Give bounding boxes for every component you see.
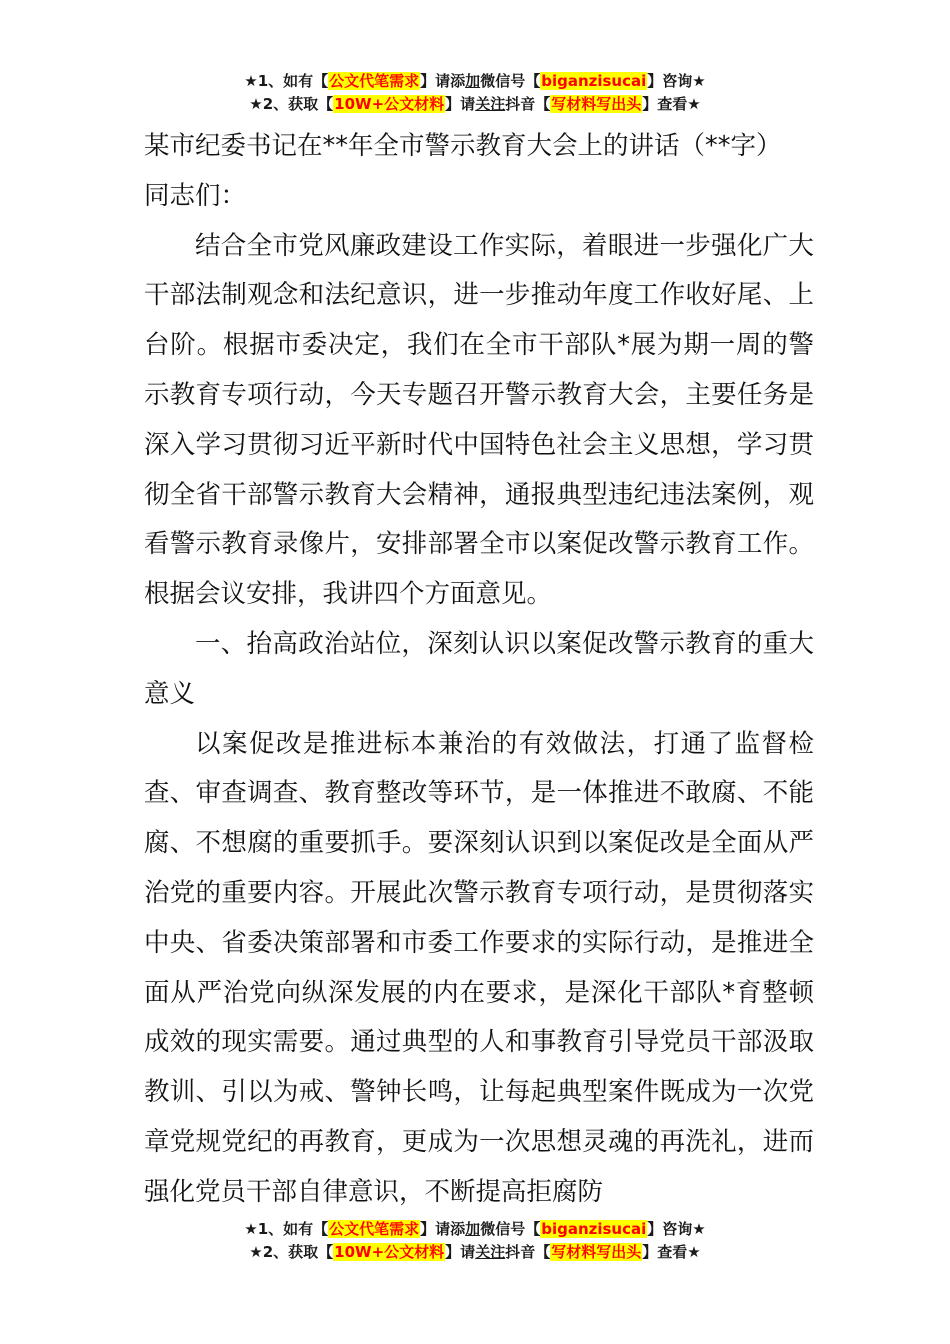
banner-text: 2、获取【 <box>262 1243 334 1261</box>
banner-line-1 <box>0 1218 950 1241</box>
highlight-materials: 10W+公文材料 <box>334 1243 445 1261</box>
banner-text: 微信号【 <box>480 72 541 90</box>
paragraph-section-1: 以案促改是推进标本兼治的有效做法，打通了监督检查、审查调查、教育整改等环节，是一体推进不敢腐、不能腐、不想腐的重要抓手。要深刻认识到以案促改是全面从严治党的重要内容。开展此次警示教育专项行动，是贯彻落实中央、省委决策部署和市委工作要求的实际行动，是推进全面从严治党向纵深发展的内在要求，是深化干部队*育整顿成效的现实需要。通过典型的人和事教育引导党员干部汲取教训、引以为戒、警钟长鸣，让每起典型案件既成为一次党章党规党纪的再教育，更成为一次思想灵魂的再洗礼，进而强化党员干部自律意识，不断提高拒腐防 <box>144 728 814 1207</box>
star-icon: ★ <box>244 1220 258 1238</box>
banner-line-2 <box>0 93 950 116</box>
banner-text-underlined: 关注 <box>475 1243 506 1261</box>
star-icon: ★ <box>687 95 701 113</box>
banner-text: 微信号【 <box>480 1220 541 1238</box>
banner-text: 】咨询 <box>647 1220 693 1238</box>
star-icon: ★ <box>244 72 258 90</box>
banner-text: 】请 <box>445 95 476 113</box>
star-icon: ★ <box>692 72 706 90</box>
star-icon: ★ <box>249 1243 263 1261</box>
star-icon: ★ <box>687 1243 701 1261</box>
document-title: 某市纪委书记在**年全市警示教育大会上的讲话（**字） <box>144 131 782 161</box>
banner-text: 】请添 <box>420 72 466 90</box>
footer-banner <box>0 1218 950 1264</box>
star-icon: ★ <box>692 1220 706 1238</box>
banner-text: 2、获取【 <box>262 95 334 113</box>
highlight-wechat-id: biganzisucai <box>541 72 647 90</box>
paragraph-intro: 结合全市党风廉政建设工作实际，着眼进一步强化广大干部法制观念和法纪意识，进一步推动年度工作收好尾、上台阶。根据市委决定，我们在全市干部队*展为期一周的警示教育专项行动，今天专题召开警示教育大会，主要任务是深入学习贯彻习近平新时代中国特色社会主义思想，学习贯彻全省干部警示教育大会精神，通报典型违纪违法案例，观看警示教育录像片，安排部署全市以案促改警示教育工作。根据会议安排，我讲四个方面意见。 <box>144 230 814 610</box>
banner-text: 】查看 <box>642 95 688 113</box>
banner-text: 】查看 <box>642 1243 688 1261</box>
highlight-douyin: 写材料写出头 <box>551 95 642 113</box>
highlight-materials: 10W+公文材料 <box>334 95 445 113</box>
highlight-wechat-id: biganzisucai <box>541 1220 647 1238</box>
banner-text: 】请 <box>445 1243 476 1261</box>
banner-text-underlined: 加 <box>465 1220 481 1238</box>
banner-line-2 <box>0 1241 950 1264</box>
highlight-service: 公文代笔需求 <box>329 1220 420 1238</box>
banner-text: 1、如有【 <box>257 72 329 90</box>
document-body <box>144 122 814 1218</box>
banner-text: 抖音【 <box>505 1243 551 1261</box>
banner-text: 抖音【 <box>505 95 551 113</box>
highlight-douyin: 写材料写出头 <box>551 1243 642 1261</box>
section-heading-1: 一、抬高政治站位，深刻认识以案促改警示教育的重大意义 <box>144 628 814 709</box>
banner-text-underlined: 加 <box>465 72 481 90</box>
salutation: 同志们： <box>144 180 247 211</box>
banner-line-1 <box>0 70 950 93</box>
highlight-service: 公文代笔需求 <box>329 72 420 90</box>
banner-text: 】咨询 <box>647 72 693 90</box>
banner-text-underlined: 关注 <box>475 95 506 113</box>
star-icon: ★ <box>249 95 263 113</box>
banner-text: 】请添 <box>420 1220 466 1238</box>
header-banner <box>0 70 950 116</box>
banner-text: 1、如有【 <box>257 1220 329 1238</box>
